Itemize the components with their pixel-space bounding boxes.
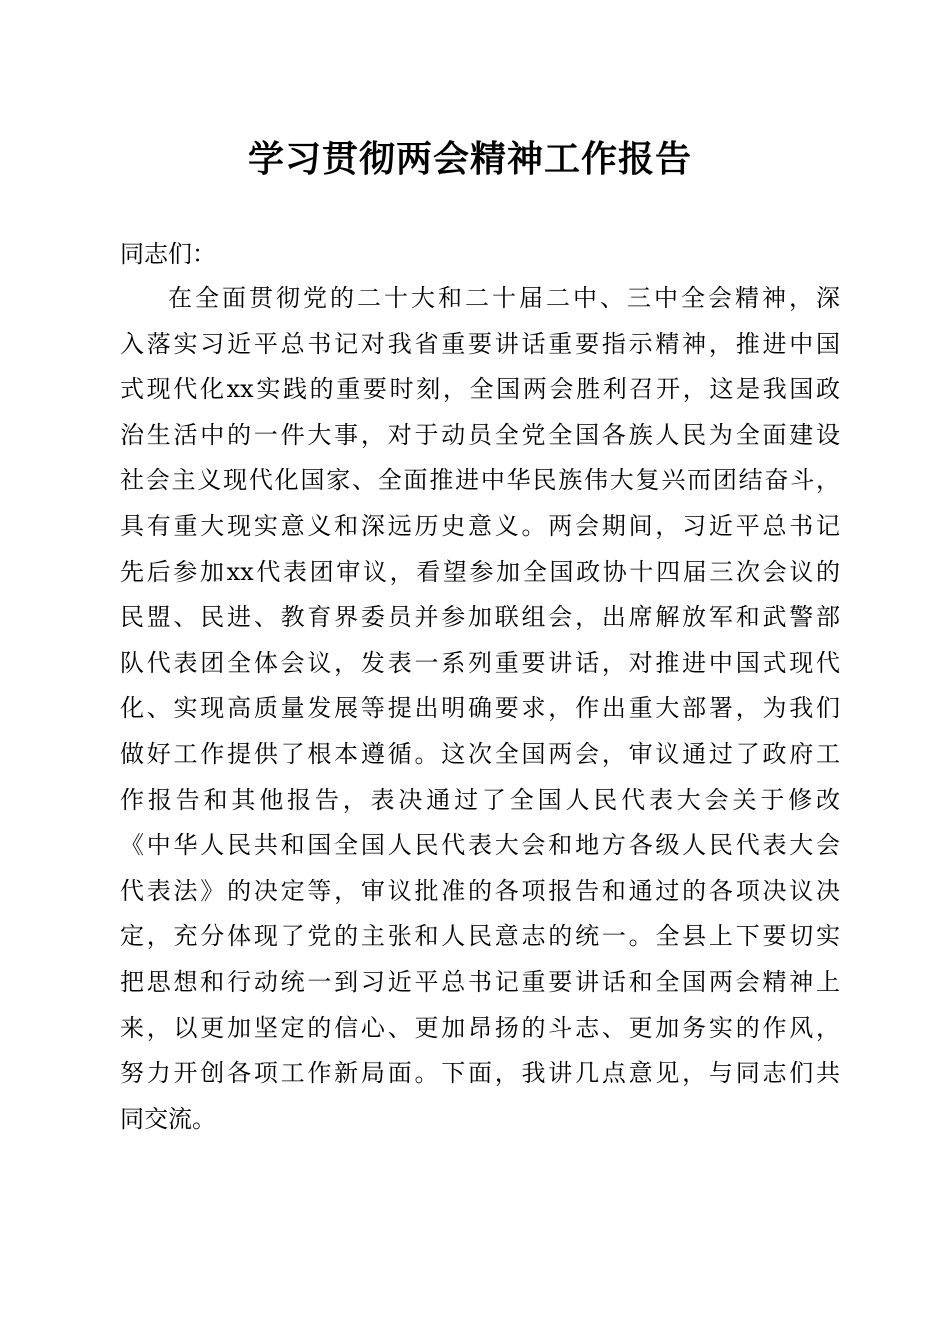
paragraph-line: 民盟、民进、教育界委员并参加联组会，出席解放军和武警部: [120, 603, 840, 632]
paragraph-line: 努力开创各项工作新局面。下面，我讲几点意见，与同志们共: [120, 1059, 840, 1088]
paragraph-line: 治生活中的一件大事，对于动员全党全国各族人民为全面建设: [120, 420, 840, 449]
paragraph-line: 具有重大现实意义和深远历史意义。两会期间，习近平总书记: [120, 511, 840, 540]
paragraph-line-last: 同交流。: [120, 1104, 216, 1133]
paragraph-line: 队代表团全体会议，发表一系列重要讲话，对推进中国式现代: [120, 648, 840, 677]
paragraph-line: 作报告和其他报告，表决通过了全国人民代表大会关于修改: [120, 785, 840, 814]
page-title: 学习贯彻两会精神工作报告: [247, 138, 692, 180]
paragraph-line: 来，以更加坚定的信心、更加昂扬的斗志、更加务实的作风，: [120, 1013, 840, 1042]
paragraph-line: 式现代化xx实践的重要时刻，全国两会胜利召开，这是我国政: [120, 375, 840, 404]
paragraph-line: 《中华人民共和国全国人民代表大会和地方各级人民代表大会: [120, 831, 840, 860]
paragraph-line: 社会主义现代化国家、全面推进中华民族伟大复兴而团结奋斗，: [120, 466, 840, 495]
paragraph-line: 定，充分体现了党的主张和人民意志的统一。全县上下要切实: [120, 922, 840, 951]
paragraph-line: 把思想和行动统一到习近平总书记重要讲话和全国两会精神上: [120, 967, 840, 996]
paragraph-line: 先后参加xx代表团审议，看望参加全国政协十四届三次会议的: [120, 557, 840, 586]
paragraph-line: 在全面贯彻党的二十大和二十届二中、三中全会精神，深: [168, 284, 840, 312]
paragraph-line: 代表法》的决定等，审议批准的各项报告和通过的各项决议决: [120, 876, 840, 905]
paragraph-line: 入落实习近平总书记对我省重要讲话重要指示精神，推进中国: [120, 329, 840, 358]
salutation: 同志们：: [120, 240, 216, 268]
paragraph-line: 化、实现高质量发展等提出明确要求，作出重大部署，为我们: [120, 694, 840, 723]
paragraph-line: 做好工作提供了根本遵循。这次全国两会，审议通过了政府工: [120, 739, 840, 768]
body-paragraph: [120, 276, 840, 1142]
